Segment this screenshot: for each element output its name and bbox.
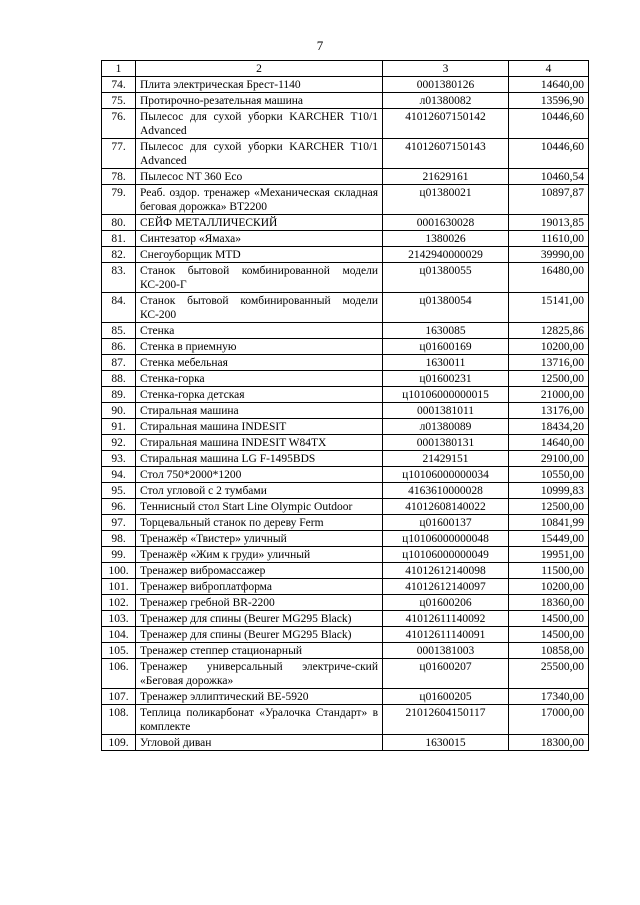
row-number: 103. <box>102 611 136 627</box>
table-row <box>102 579 589 595</box>
row-number: 81. <box>102 231 136 247</box>
item-price: 10200,00 <box>509 579 589 595</box>
table-row <box>102 339 589 355</box>
item-name: Теплица поликарбонат «Уралочка Стандарт» в комплекте <box>136 705 383 735</box>
item-name: Стенка <box>136 323 383 339</box>
table-row <box>102 323 589 339</box>
table-row <box>102 595 589 611</box>
inventory-code: 0001381003 <box>383 643 509 659</box>
row-number: 93. <box>102 451 136 467</box>
item-price: 10897,87 <box>509 185 589 215</box>
table-row <box>102 705 589 735</box>
item-price: 12500,00 <box>509 499 589 515</box>
item-name: Станок бытовой комбинированной модели КС-200-Г <box>136 263 383 293</box>
table-row <box>102 563 589 579</box>
item-price: 13716,00 <box>509 355 589 371</box>
row-number: 79. <box>102 185 136 215</box>
row-number: 78. <box>102 169 136 185</box>
inventory-code: ц01380055 <box>383 263 509 293</box>
table-row <box>102 403 589 419</box>
item-name: Тренажер вибромассажер <box>136 563 383 579</box>
table-row <box>102 515 589 531</box>
table-row <box>102 215 589 231</box>
row-number: 84. <box>102 293 136 323</box>
item-price: 11500,00 <box>509 563 589 579</box>
item-name: Стиральная машина LG F-1495BDS <box>136 451 383 467</box>
item-price: 10446,60 <box>509 139 589 169</box>
inventory-code: 2142940000029 <box>383 247 509 263</box>
item-price: 16480,00 <box>509 263 589 293</box>
row-number: 97. <box>102 515 136 531</box>
inventory-code: 21012604150117 <box>383 705 509 735</box>
item-price: 10550,00 <box>509 467 589 483</box>
inventory-code: ц01600169 <box>383 339 509 355</box>
table-row <box>102 169 589 185</box>
table-row <box>102 435 589 451</box>
table-row <box>102 77 589 93</box>
inventory-code: 21429151 <box>383 451 509 467</box>
header-col-2: 2 <box>136 61 383 77</box>
item-price: 10858,00 <box>509 643 589 659</box>
row-number: 76. <box>102 109 136 139</box>
table-row <box>102 451 589 467</box>
item-price: 17000,00 <box>509 705 589 735</box>
row-number: 86. <box>102 339 136 355</box>
inventory-code: ц01600231 <box>383 371 509 387</box>
inventory-code: ц01380054 <box>383 293 509 323</box>
item-name: Плита электрическая Брест-1140 <box>136 77 383 93</box>
inventory-code: 4163610000028 <box>383 483 509 499</box>
inventory-code: 1630011 <box>383 355 509 371</box>
inventory-code: ц01600207 <box>383 659 509 689</box>
table-row <box>102 547 589 563</box>
item-price: 14640,00 <box>509 77 589 93</box>
item-name: Пылесос NT 360 Eco <box>136 169 383 185</box>
inventory-code: 1630015 <box>383 735 509 751</box>
item-price: 17340,00 <box>509 689 589 705</box>
row-number: 92. <box>102 435 136 451</box>
item-name: Стенка в приемную <box>136 339 383 355</box>
table-row <box>102 611 589 627</box>
table-row <box>102 355 589 371</box>
row-number: 98. <box>102 531 136 547</box>
item-price: 10446,60 <box>509 109 589 139</box>
table-row <box>102 263 589 293</box>
inventory-code: л01380082 <box>383 93 509 109</box>
inventory-code: ц01380021 <box>383 185 509 215</box>
row-number: 107. <box>102 689 136 705</box>
inventory-code: 1630085 <box>383 323 509 339</box>
item-name: Пылесос для сухой уборки KARCHER T10/1 Advanced <box>136 109 383 139</box>
table-row <box>102 185 589 215</box>
item-name: Тренажер виброплатформа <box>136 579 383 595</box>
inventory-code: 41012611140091 <box>383 627 509 643</box>
inventory-code: 41012612140097 <box>383 579 509 595</box>
item-name: СЕЙФ МЕТАЛЛИЧЕСКИЙ <box>136 215 383 231</box>
inventory-code: ц01600205 <box>383 689 509 705</box>
item-price: 13176,00 <box>509 403 589 419</box>
item-price: 18360,00 <box>509 595 589 611</box>
table-row <box>102 371 589 387</box>
item-price: 10460,54 <box>509 169 589 185</box>
inventory-code: ц01600206 <box>383 595 509 611</box>
row-number: 109. <box>102 735 136 751</box>
row-number: 80. <box>102 215 136 231</box>
row-number: 88. <box>102 371 136 387</box>
inventory-code: 41012608140022 <box>383 499 509 515</box>
item-name: Протирочно-резательная машина <box>136 93 383 109</box>
inventory-code: л01380089 <box>383 419 509 435</box>
item-price: 14500,00 <box>509 611 589 627</box>
item-name: Снегоуборщик MTD <box>136 247 383 263</box>
row-number: 102. <box>102 595 136 611</box>
row-number: 105. <box>102 643 136 659</box>
row-number: 91. <box>102 419 136 435</box>
page-number: 7 <box>316 38 324 53</box>
item-name: Стенка-горка <box>136 371 383 387</box>
item-name: Стиральная машина INDESIT W84TX <box>136 435 383 451</box>
inventory-code: ц10106000000048 <box>383 531 509 547</box>
inventory-code: 0001630028 <box>383 215 509 231</box>
row-number: 77. <box>102 139 136 169</box>
item-price: 10999,83 <box>509 483 589 499</box>
inventory-code: 41012607150143 <box>383 139 509 169</box>
item-name: Тренажер для спины (Beurer MG295 Black) <box>136 611 383 627</box>
item-price: 18300,00 <box>509 735 589 751</box>
table-row <box>102 627 589 643</box>
item-name: Тренажер эллиптический ВЕ-5920 <box>136 689 383 705</box>
table-row <box>102 467 589 483</box>
table-header-row <box>102 61 589 77</box>
row-number: 74. <box>102 77 136 93</box>
table-row <box>102 419 589 435</box>
item-name: Пылесос для сухой уборки KARCHER T10/1 Advanced <box>136 139 383 169</box>
item-name: Торцевальный станок по дереву Ferm <box>136 515 383 531</box>
row-number: 94. <box>102 467 136 483</box>
inventory-code: 0001381011 <box>383 403 509 419</box>
item-price: 14500,00 <box>509 627 589 643</box>
header-col-1: 1 <box>102 61 136 77</box>
item-price: 25500,00 <box>509 659 589 689</box>
table-row <box>102 139 589 169</box>
row-number: 89. <box>102 387 136 403</box>
item-name: Стенка-горка детская <box>136 387 383 403</box>
row-number: 82. <box>102 247 136 263</box>
table-row <box>102 109 589 139</box>
row-number: 83. <box>102 263 136 293</box>
table-row <box>102 643 589 659</box>
row-number: 85. <box>102 323 136 339</box>
item-name: Теннисный стол Start Line Olympic Outdoor <box>136 499 383 515</box>
table-row <box>102 387 589 403</box>
table-row <box>102 659 589 689</box>
inventory-code: 0001380126 <box>383 77 509 93</box>
item-name: Тренажер гребной BR-2200 <box>136 595 383 611</box>
item-price: 19951,00 <box>509 547 589 563</box>
inventory-code: 0001380131 <box>383 435 509 451</box>
item-price: 39990,00 <box>509 247 589 263</box>
item-name: Тренажер степпер стационарный <box>136 643 383 659</box>
header-col-3: 3 <box>383 61 509 77</box>
row-number: 96. <box>102 499 136 515</box>
item-price: 19013,85 <box>509 215 589 231</box>
inventory-code: ц10106000000049 <box>383 547 509 563</box>
table-row <box>102 531 589 547</box>
inventory-code: ц10106000000034 <box>383 467 509 483</box>
item-price: 15449,00 <box>509 531 589 547</box>
row-number: 90. <box>102 403 136 419</box>
item-price: 14640,00 <box>509 435 589 451</box>
item-name: Стол 750*2000*1200 <box>136 467 383 483</box>
item-name: Стиральная машина INDESIT <box>136 419 383 435</box>
inventory-code: ц10106000000015 <box>383 387 509 403</box>
table-row <box>102 689 589 705</box>
inventory-code: 21629161 <box>383 169 509 185</box>
item-name: Тренажёр «Жим к груди» уличный <box>136 547 383 563</box>
item-price: 11610,00 <box>509 231 589 247</box>
item-name: Тренажер универсальный электриче-ский «Беговая дорожка» <box>136 659 383 689</box>
item-name: Стол угловой с 2 тумбами <box>136 483 383 499</box>
inventory-code: 1380026 <box>383 231 509 247</box>
table-body <box>102 77 589 751</box>
row-number: 87. <box>102 355 136 371</box>
item-price: 10841,99 <box>509 515 589 531</box>
inventory-code: ц01600137 <box>383 515 509 531</box>
row-number: 108. <box>102 705 136 735</box>
table-row <box>102 93 589 109</box>
row-number: 106. <box>102 659 136 689</box>
row-number: 100. <box>102 563 136 579</box>
table-row <box>102 231 589 247</box>
item-price: 13596,90 <box>509 93 589 109</box>
row-number: 104. <box>102 627 136 643</box>
item-name: Тренажер для спины (Beurer MG295 Black) <box>136 627 383 643</box>
table-row <box>102 483 589 499</box>
table-row <box>102 499 589 515</box>
row-number: 99. <box>102 547 136 563</box>
item-price: 15141,00 <box>509 293 589 323</box>
item-price: 10200,00 <box>509 339 589 355</box>
table-row <box>102 247 589 263</box>
item-name: Угловой диван <box>136 735 383 751</box>
table-row <box>102 735 589 751</box>
inventory-code: 41012612140098 <box>383 563 509 579</box>
item-name: Тренажёр «Твистер» уличный <box>136 531 383 547</box>
row-number: 75. <box>102 93 136 109</box>
inventory-code: 41012611140092 <box>383 611 509 627</box>
header-col-4: 4 <box>509 61 589 77</box>
item-name: Синтезатор «Ямаха» <box>136 231 383 247</box>
table-row <box>102 293 589 323</box>
item-name: Стиральная машина <box>136 403 383 419</box>
item-price: 12500,00 <box>509 371 589 387</box>
row-number: 101. <box>102 579 136 595</box>
item-price: 21000,00 <box>509 387 589 403</box>
item-name: Станок бытовой комбинированный модели КС-200 <box>136 293 383 323</box>
item-name: Стенка мебельная <box>136 355 383 371</box>
item-price: 29100,00 <box>509 451 589 467</box>
item-price: 18434,20 <box>509 419 589 435</box>
inventory-code: 41012607150142 <box>383 109 509 139</box>
item-name: Реаб. оздор. тренажер «Механическая складная беговая дорожка» ВТ2200 <box>136 185 383 215</box>
row-number: 95. <box>102 483 136 499</box>
inventory-table <box>101 60 589 751</box>
item-price: 12825,86 <box>509 323 589 339</box>
